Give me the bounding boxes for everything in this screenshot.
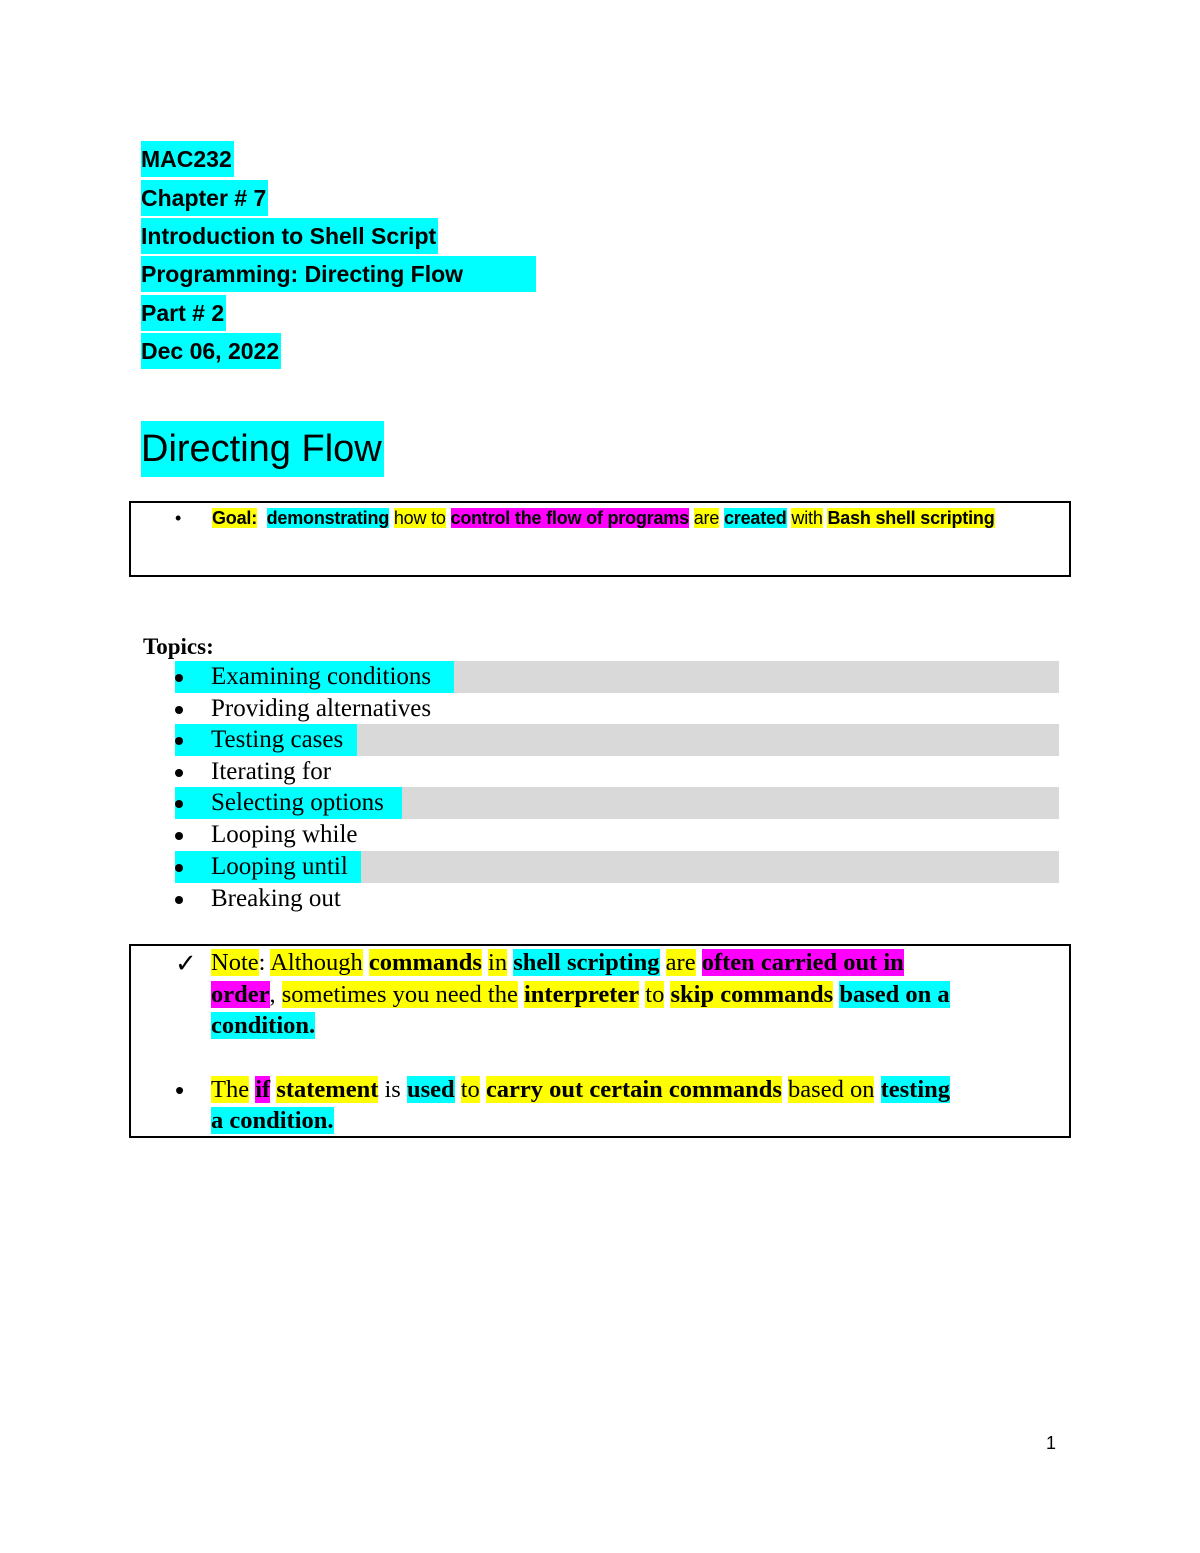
page-number: 1	[1046, 1433, 1057, 1453]
goal-word-4: are	[693, 508, 720, 528]
title-line-1: Introduction to Shell Script	[141, 218, 438, 254]
topic-item: Examining conditions	[0, 661, 1200, 693]
topic-item: Looping until	[0, 851, 1200, 883]
course-code: MAC232	[141, 141, 234, 177]
topic-item: Testing cases	[0, 724, 1200, 756]
topic-item: Selecting options	[0, 787, 1200, 819]
topic-item: Looping while	[0, 819, 1200, 851]
checkmark-icon: ✓	[175, 948, 197, 978]
goal-word-2: how to	[393, 508, 446, 528]
topics-heading: Topics:	[143, 634, 214, 659]
topic-item: Providing alternatives	[0, 693, 1200, 725]
goal-label: Goal:	[212, 508, 258, 528]
bullet-icon	[175, 864, 183, 872]
goal-word-6: with	[791, 508, 823, 528]
bullet-icon	[175, 706, 183, 714]
topic-item: Iterating for	[0, 756, 1200, 788]
bullet-icon	[175, 800, 183, 808]
note-line-2: order, sometimes you need the interpreter to skip commands based on a	[211, 981, 950, 1008]
title-line-2: Programming: Directing Flow	[141, 256, 536, 292]
goal-word-1: demonstrating	[266, 508, 390, 528]
section-title: Directing Flow	[141, 421, 384, 477]
goal-word-7: Bash shell scripting	[827, 508, 995, 528]
note-line-1: Note: Although commands in shell scripting are often carried out in	[211, 949, 904, 976]
topic-item: Breaking out	[0, 883, 1200, 915]
note-bullet: •	[175, 1075, 185, 1105]
bullet-icon	[175, 896, 183, 904]
bullet-icon	[175, 769, 183, 777]
part-label: Part # 2	[141, 295, 226, 331]
goal-bullet: •	[175, 508, 182, 528]
goal-line	[212, 505, 995, 531]
bullet-icon	[175, 737, 183, 745]
note-line-3: condition.	[211, 1012, 316, 1039]
chapter-label: Chapter # 7	[141, 180, 268, 216]
note-line-5: a condition.	[211, 1107, 334, 1134]
note-line-4: The if statement is used to carry out certain commands based on testing	[211, 1076, 951, 1103]
bullet-icon	[175, 674, 183, 682]
date-label: Dec 06, 2022	[141, 333, 281, 369]
bullet-icon	[175, 832, 183, 840]
goal-word-3: control the flow of programs	[450, 508, 689, 528]
goal-word-5: created	[723, 508, 787, 528]
